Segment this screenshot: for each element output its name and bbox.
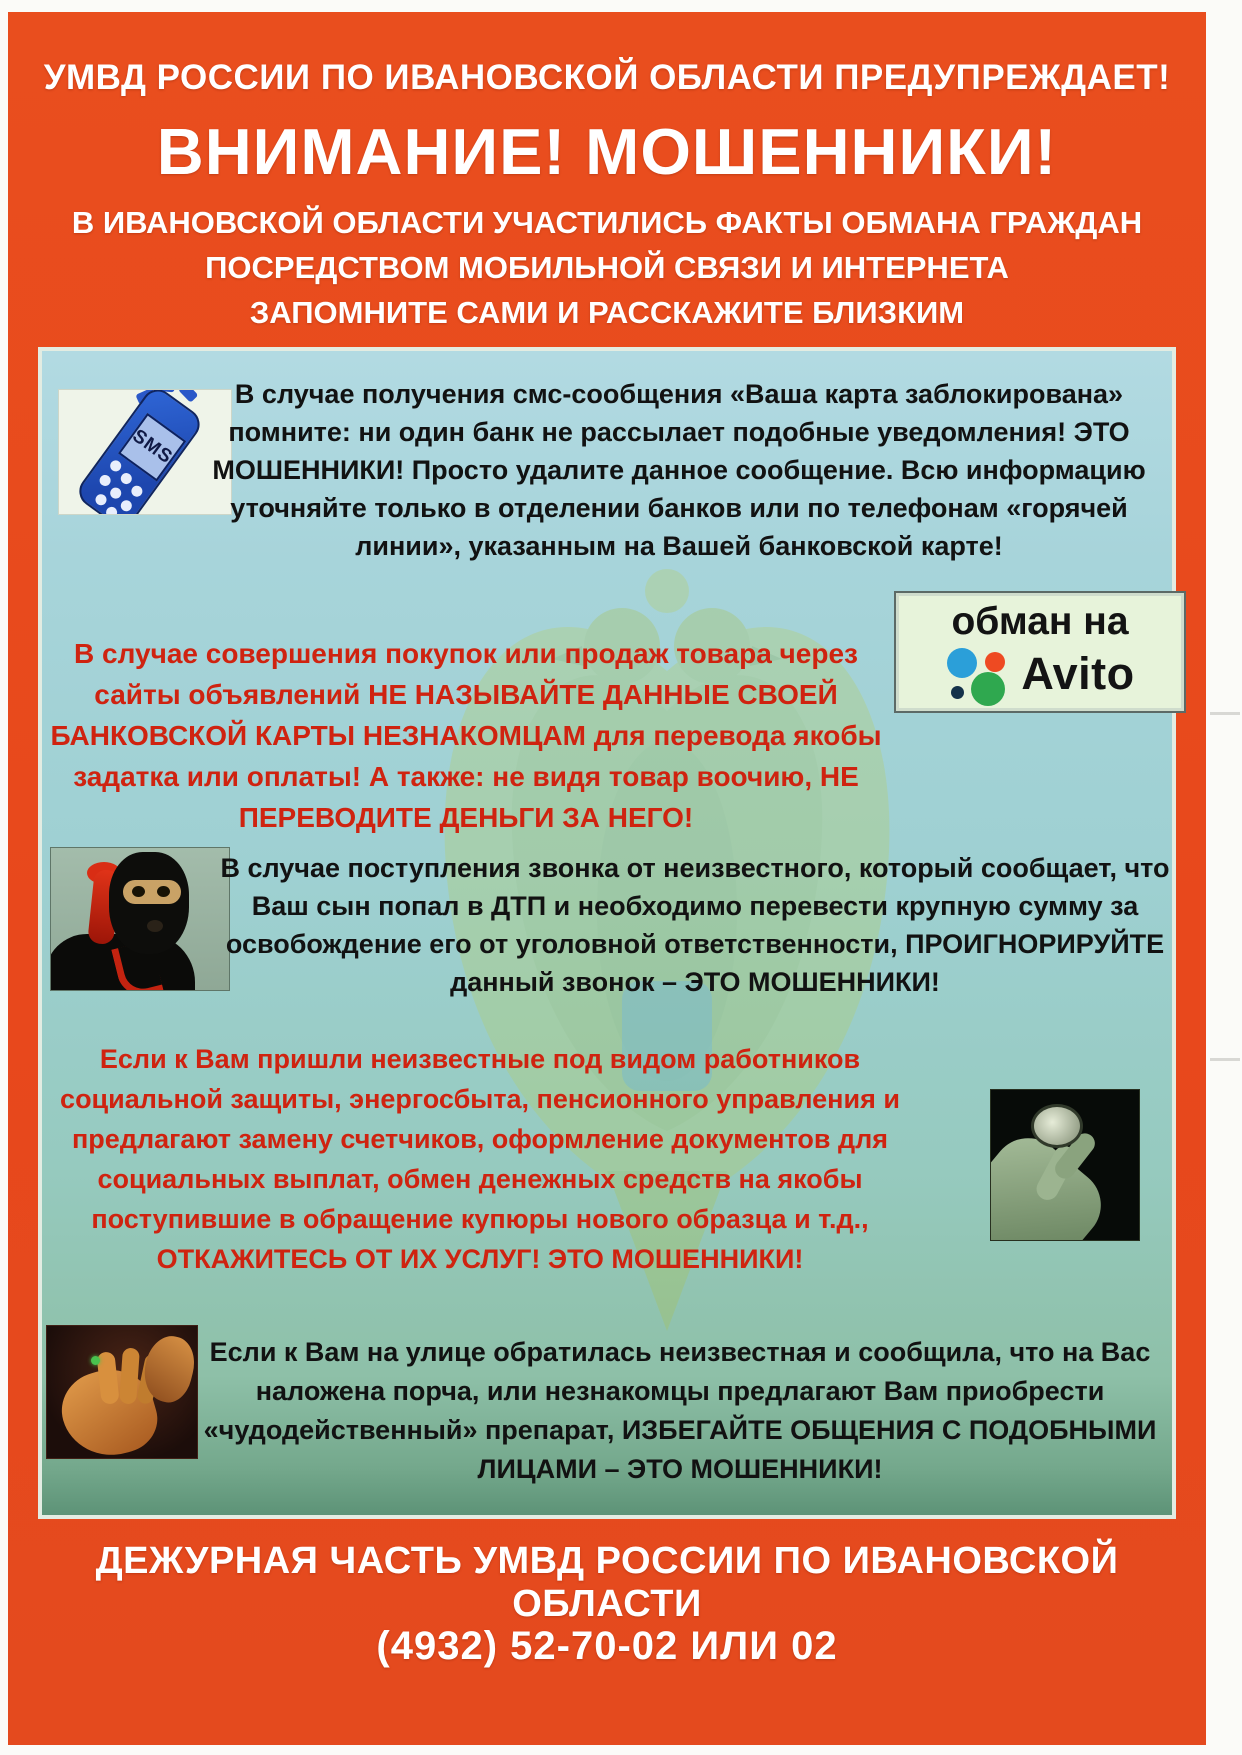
avito-brand-text: Avito bbox=[1021, 648, 1135, 699]
subtitle-line-3: ЗАПОМНИТЕ САМИ И РАССКАЖИТЕ БЛИЗКИМ bbox=[249, 295, 965, 330]
scan-margin bbox=[1206, 0, 1242, 1755]
warning-poster bbox=[8, 12, 1206, 1745]
footer-department: ДЕЖУРНАЯ ЧАСТЬ УМВД РОССИИ ПО ИВАНОВСКОЙ ОБЛАСТИ bbox=[95, 1540, 1119, 1625]
scan-artifact bbox=[1210, 712, 1240, 715]
header-warning-line: УМВД РОССИИ ПО ИВАНОВСКОЙ ОБЛАСТИ ПРЕДУПРЕЖДАЕТ! bbox=[43, 58, 1171, 97]
phone-key bbox=[97, 473, 112, 488]
section-street-scam-text: Если к Вам на улице обратилась неизвестная и сообщила, что на Вас наложена порча, или незнакомцы предлагают Вам приобрести «чудодейственный» препарат, ИЗБЕГАЙТЕ ОБЩЕНИЯ С ПОДОБНЫМИ ЛИЦАМИ – ЭТО МОШЕННИКИ! bbox=[203, 1337, 1157, 1484]
masked-caller-photo bbox=[50, 847, 230, 991]
phone-body bbox=[73, 389, 206, 515]
balaclava-mouth-hole bbox=[147, 920, 163, 932]
footer-phone-number: (4932) 52-70-02 ИЛИ 02 bbox=[376, 1624, 838, 1668]
section-fake-officials-text: Если к Вам пришли неизвестные под видом работников социальной защиты, энергосбыта, пенсионного управления и предлагают замену счетчиков, оформление документов для социальных выплат, обмен денежных средств на якобы поступившие в обращение купюры нового образца и т.д., ОТКАЖИТЕСЬ ОТ ИХ УСЛУГ! ЭТО МОШЕННИКИ! bbox=[60, 1044, 900, 1274]
header-subtitle bbox=[18, 200, 1196, 335]
phone-key bbox=[93, 492, 108, 507]
held-object bbox=[1031, 1104, 1083, 1148]
scan-artifact bbox=[1210, 1058, 1240, 1061]
info-panel bbox=[38, 347, 1176, 1519]
hand-photo bbox=[990, 1089, 1140, 1241]
subtitle-line-1: В ИВАНОВСКОЙ ОБЛАСТИ УЧАСТИЛИСЬ ФАКТЫ ОБМАНА ГРАЖДАН bbox=[71, 205, 1143, 240]
phone-key bbox=[108, 485, 123, 500]
phone-key bbox=[119, 498, 134, 513]
avito-dot-navy bbox=[951, 686, 964, 699]
avito-logo bbox=[945, 646, 1134, 702]
avito-caption: обман на bbox=[951, 600, 1129, 643]
avito-dot-blue bbox=[947, 648, 977, 678]
section-marketplace-text: В случае совершения покупок или продаж товара через сайты объявлений НЕ НАЗЫВАЙТЕ ДАННЫЕ СВОЕЙ БАНКОВСКОЙ КАРТЫ НЕЗНАКОМЦАМ для перевода якобы задатка или оплаты! А также: не видя товар воочию, НЕ ПЕРЕВОДИТЕ ДЕНЬГИ ЗА НЕГО! bbox=[50, 638, 882, 833]
phone-key bbox=[129, 484, 144, 499]
balaclava-eye-slot bbox=[123, 880, 181, 904]
eye bbox=[157, 886, 170, 897]
phone-key bbox=[108, 458, 123, 473]
phone-key bbox=[104, 505, 119, 515]
avito-dot-red bbox=[985, 652, 1005, 672]
avito-dot-green bbox=[971, 672, 1005, 706]
phone-key bbox=[119, 471, 134, 486]
section-accident-call-text: В случае поступления звонка от неизвестного, который сообщает, что Ваш сын попал в ДТП и необходимо перевести крупную сумму за освобождение его от уголовной ответственности, ПРОИГНОРИРУЙТЕ данный звонок – ЭТО МОШЕННИКИ! bbox=[220, 853, 1170, 997]
eye bbox=[132, 886, 145, 897]
subtitle-line-2: ПОСРЕДСТВОМ МОБИЛЬНОЙ СВЯЗИ И ИНТЕРНЕТА bbox=[205, 250, 1009, 285]
poster-title: ВНИМАНИЕ! МОШЕННИКИ! bbox=[156, 115, 1058, 188]
sms-screen-label: SMS bbox=[118, 413, 186, 482]
palm-reading-photo bbox=[46, 1325, 198, 1459]
green-spark bbox=[91, 1356, 100, 1365]
avito-badge bbox=[894, 591, 1186, 713]
section-sms-text: В случае получения смс-сообщения «Ваша карта заблокирована» помните: ни один банк не рассылает подобные уведомления! ЭТО МОШЕННИКИ! Просто удалите данное сообщение. Всю информацию уточняйте только в отделении банков или по телефонам «горячей линии», указанным на Вашей банковской карте! bbox=[212, 379, 1146, 561]
avito-dots-icon bbox=[945, 646, 1009, 702]
